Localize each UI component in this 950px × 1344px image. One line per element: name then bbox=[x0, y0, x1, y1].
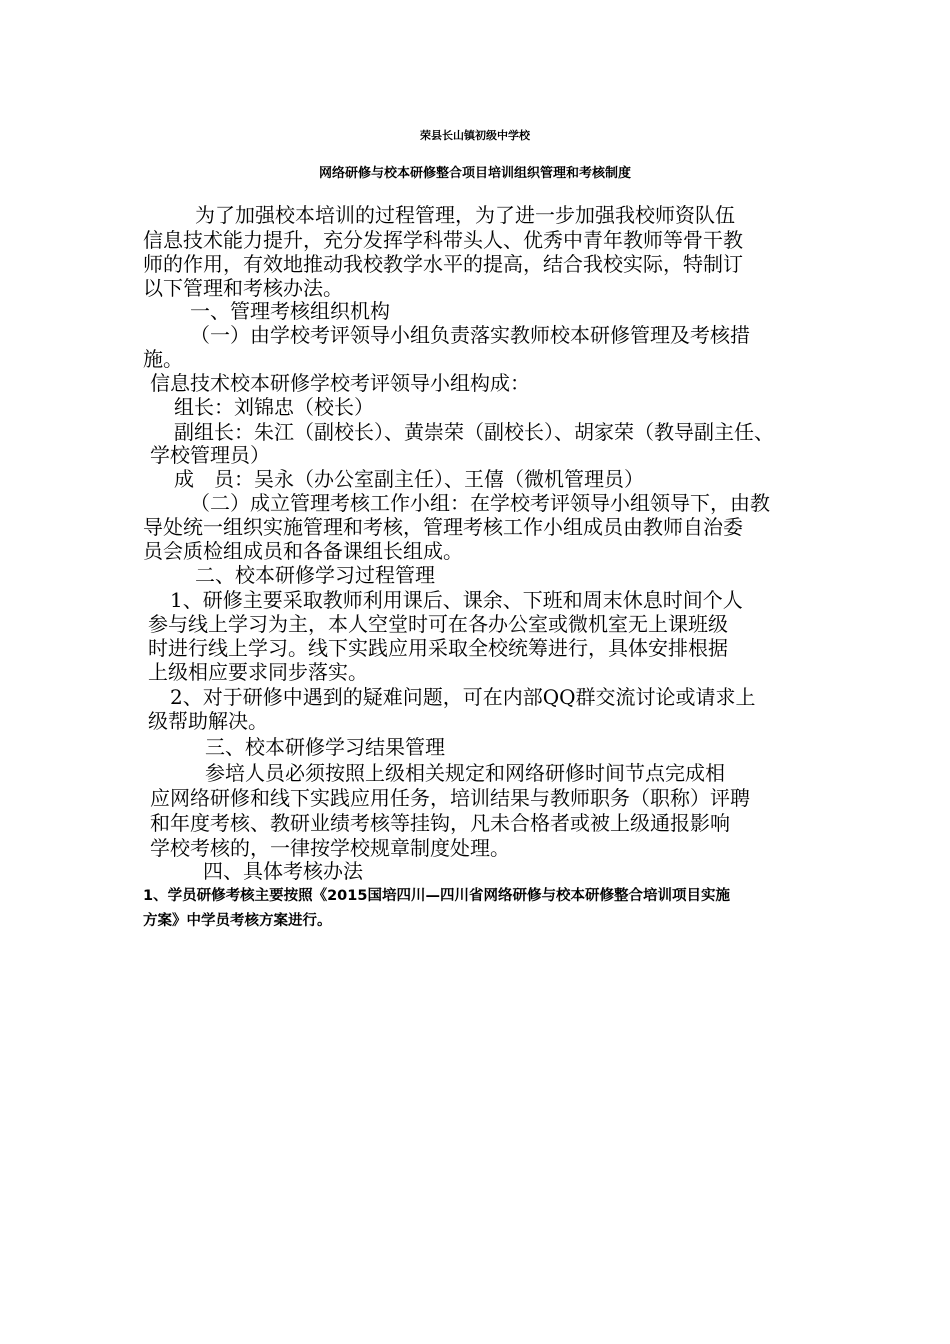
school-title: 荣县长山镇初级中学校 bbox=[420, 129, 530, 142]
body-line: 成 员：吴永（办公室副主任）、王僖（微机管理员） bbox=[174, 467, 644, 491]
body-line: 应网络研修和线下实践应用任务，培训结果与教师职务（职称）评聘 bbox=[150, 786, 750, 810]
body-line: 参培人员必须按照上级相关规定和网络研修时间节点完成相 bbox=[205, 761, 725, 785]
section-heading: 四、具体考核办法 bbox=[203, 859, 363, 883]
body-line: （一）由学校考评领导小组负责落实教师校本研修管理及考核措 bbox=[190, 323, 750, 347]
body-line: 导处统一组织实施管理和考核，管理考核工作小组成员由教师自治委 bbox=[143, 515, 743, 539]
body-line: 以下管理和考核办法。 bbox=[143, 276, 343, 300]
body-line: 副组长：朱江（副校长）、黄崇荣（副校长）、胡家荣（教导副主任、 bbox=[174, 420, 774, 444]
body-line: 为了加强校本培训的过程管理，为了进一步加强我校师资队伍 bbox=[195, 203, 735, 227]
section-heading: 一、管理考核组织机构 bbox=[190, 299, 390, 323]
section-heading: 三、校本研修学习结果管理 bbox=[205, 735, 445, 759]
body-line: 施。 bbox=[143, 347, 183, 371]
body-line: 员会质检组成员和各备课组长组成。 bbox=[143, 539, 463, 563]
body-line: 级帮助解决。 bbox=[148, 709, 268, 733]
section-heading: 二、校本研修学习过程管理 bbox=[195, 563, 435, 587]
body-line: 信息技术能力提升，充分发挥学科带头人、优秀中青年教师等骨干教 bbox=[143, 228, 743, 252]
body-line: 时进行线上学习。线下实践应用采取全校统筹进行，具体安排根据 bbox=[148, 636, 728, 660]
bold-line: 1、学员研修考核主要按照《2015国培四川—四川省网络研修与校本研修整合培训项目实施 bbox=[143, 888, 730, 904]
body-line: 信息技术校本研修学校考评领导小组构成： bbox=[150, 371, 530, 395]
body-line: 师的作用，有效地推动我校教学水平的提高，结合我校实际，特制订 bbox=[143, 252, 743, 276]
bold-line: 方案》中学员考核方案进行。 bbox=[143, 913, 332, 929]
body-line: 和年度考核、教研业绩考核等挂钩，凡未合格者或被上级通报影响 bbox=[150, 811, 730, 835]
body-line: 2、对于研修中遇到的疑难问题，可在内部QQ群交流讨论或请求上 bbox=[170, 685, 756, 709]
body-line: 学校考核的，一律按学校规章制度处理。 bbox=[150, 836, 510, 860]
body-line: （二）成立管理考核工作小组：在学校考评领导小组领导下，由教 bbox=[190, 491, 770, 515]
body-line: 学校管理员） bbox=[150, 443, 270, 467]
body-line: 参与线上学习为主，本人空堂时可在各办公室或微机室无上课班级 bbox=[148, 612, 728, 636]
body-line: 1、研修主要采取教师利用课后、课余、下班和周末休息时间个人 bbox=[170, 588, 743, 612]
body-line: 上级相应要求同步落实。 bbox=[148, 660, 368, 684]
document-title: 网络研修与校本研修整合项目培训组织管理和考核制度 bbox=[318, 166, 631, 181]
body-line: 组长：刘锦忠（校长） bbox=[174, 395, 374, 419]
